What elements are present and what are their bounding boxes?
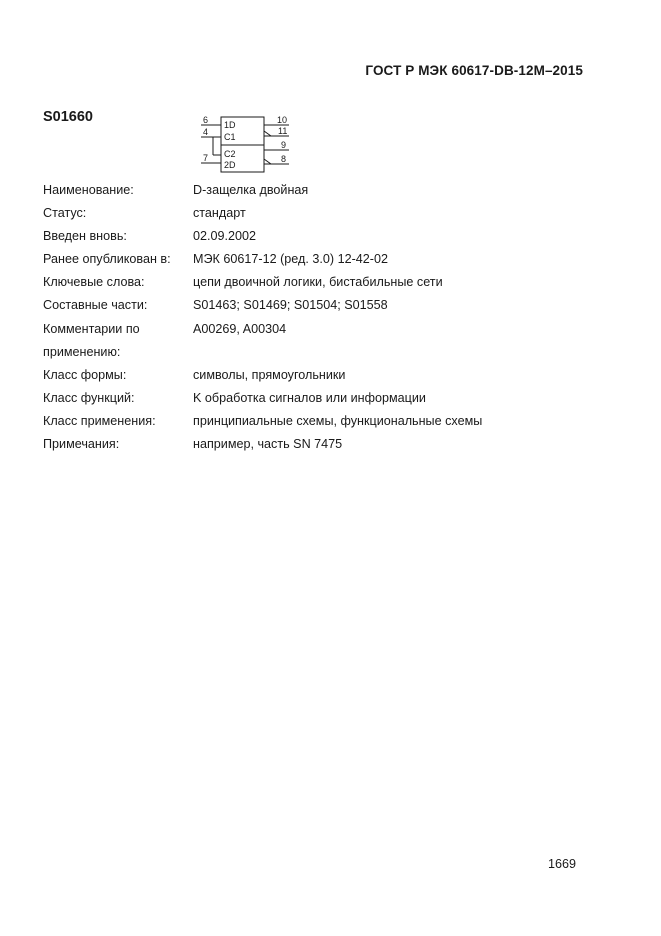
property-value: 02.09.2002 [193, 229, 257, 244]
property-label: Класс применения: [43, 413, 156, 428]
property-value: МЭК 60617-12 (ред. 3.0) 12-42-02 [193, 252, 388, 267]
property-label: Наименование: [43, 183, 134, 197]
page-number: 1669 [548, 857, 577, 871]
property-value: S01463; S01469; S01504; S01558 [193, 298, 388, 313]
property-value: принципиальные схемы, функциональные схемы [193, 413, 483, 428]
property-label: Класс функций: [43, 390, 135, 405]
property-row-status [43, 202, 482, 225]
property-label: Класс формы: [43, 367, 127, 382]
property-row-keywords [43, 271, 482, 294]
property-label: Введен вновь: [43, 229, 127, 244]
pin-6: 6 [203, 115, 209, 125]
property-label: Комментарии по [43, 321, 140, 336]
property-value: стандарт [193, 206, 246, 221]
d-latch-symbol-diagram [195, 110, 305, 175]
label-2d: 2D [224, 160, 236, 170]
property-value: D-защелка двойная [193, 183, 309, 197]
label-1d: 1D [224, 120, 236, 130]
standard-code-header: ГОСТ Р МЭК 60617-DB-12M–2015 [365, 63, 583, 78]
property-value: например, часть SN 7475 [193, 437, 343, 452]
property-label: применению: [43, 344, 121, 359]
property-label: Ранее опубликован в: [43, 252, 171, 267]
property-row-introduced [43, 225, 482, 248]
pin-4: 4 [203, 127, 209, 137]
property-row-previously-published [43, 248, 482, 271]
property-label: Статус: [43, 206, 87, 221]
label-c1: C1 [224, 132, 236, 142]
property-value: K обработка сигналов или информации [193, 390, 426, 405]
property-label: Ключевые слова: [43, 275, 145, 290]
property-row-notes [43, 433, 482, 456]
property-row-application-notes-cont [43, 341, 482, 364]
property-row-function-class [43, 387, 482, 410]
label-c2: C2 [224, 149, 236, 159]
property-row-shape-class [43, 364, 482, 387]
property-value: символы, прямоугольники [193, 367, 346, 382]
pin-9: 9 [281, 140, 287, 150]
properties-table [43, 179, 482, 456]
property-row-components [43, 294, 482, 317]
pin-7: 7 [203, 153, 209, 163]
property-row-name [43, 179, 482, 202]
property-row-application-notes [43, 318, 482, 341]
property-value: A00269, A00304 [193, 321, 287, 336]
property-label: Примечания: [43, 437, 120, 452]
property-row-application-class [43, 410, 482, 433]
symbol-id: S01660 [43, 109, 93, 125]
property-value: цепи двоичной логики, бистабильные сети [193, 275, 443, 290]
pin-8: 8 [281, 154, 287, 164]
pin-11: 11 [278, 126, 288, 136]
pin-10: 10 [277, 115, 288, 125]
property-label: Составные части: [43, 298, 148, 313]
